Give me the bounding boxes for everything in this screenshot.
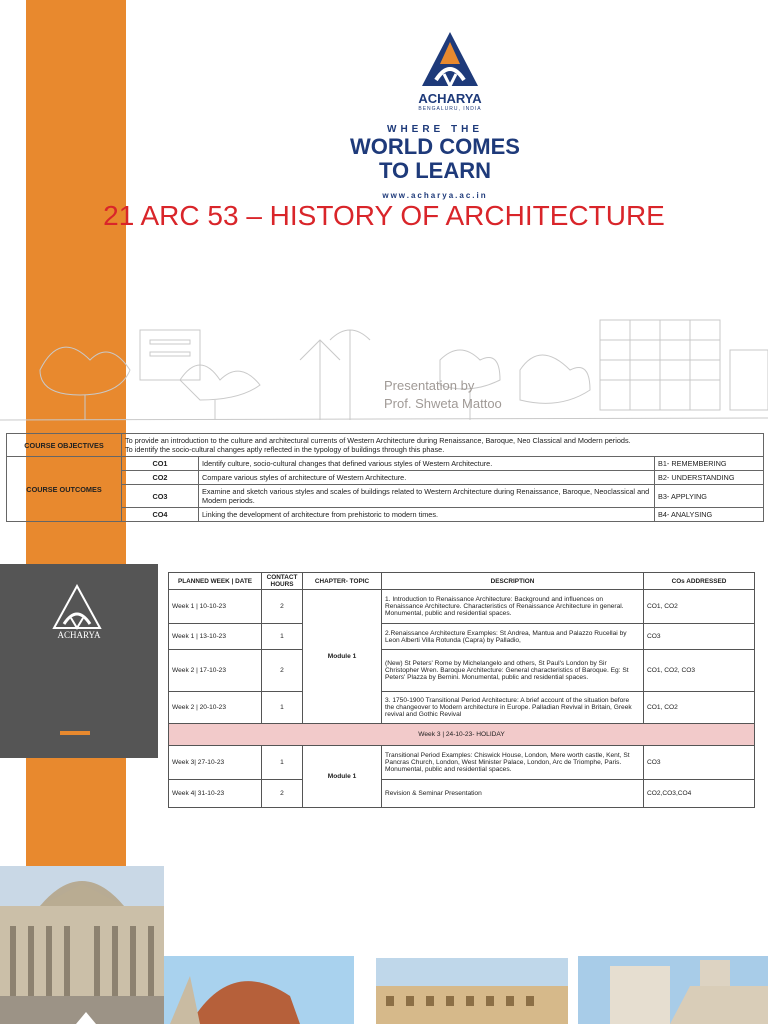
presenter-line-1: Presentation by: [384, 378, 475, 393]
website-url[interactable]: www.acharya.ac.in: [382, 191, 488, 200]
week-cell: Week 1 | 13-10-23: [169, 624, 262, 650]
table-row: [169, 692, 755, 724]
hours-cell: 1: [262, 624, 303, 650]
presenter-credit: [384, 377, 502, 413]
week-cell: Week 4| 31-10-23: [169, 780, 262, 808]
outcome-text: Compare various styles of architecture of Western Architecture.: [199, 471, 655, 485]
table-row: [169, 746, 755, 780]
week-cell: Week 2 | 17-10-23: [169, 650, 262, 692]
header-cos: COs ADDRESSED: [644, 573, 755, 590]
page-title: 21 ARC 53 – HISTORY OF ARCHITECTURE: [103, 200, 665, 231]
outcome-bloom-level: B1- REMEMBERING: [655, 457, 764, 471]
table-row: [169, 780, 755, 808]
side-logo-name: ACHARYA: [57, 630, 101, 640]
header-hours: CONTACT HOURS: [262, 573, 303, 590]
outcome-text: Identify culture, socio-cultural changes that defined various styles of Western Architecture.: [199, 457, 655, 471]
description-cell: (New) St Peters' Rome by Michelangelo and others, St Paul's London by Sir Christopher Wren. Baroque Architecture: General characteristics of Baroque. Eg: St Peters' Plazza by Bernini. Monumental, public and residential spaces.: [382, 650, 644, 692]
cos-cell: CO3: [644, 746, 755, 780]
cos-cell: CO2,CO3,CO4: [644, 780, 755, 808]
table-row: [169, 590, 755, 624]
tagline-line-2: WORLD COMES: [350, 134, 520, 159]
orange-dash: [60, 731, 90, 735]
tagline: [320, 124, 550, 200]
holiday-cell: Week 3 | 24-10-23- HOLIDAY: [169, 724, 755, 746]
objectives-text-1: To provide an introduction to the culture and architectural currents of Western Architecture during Renaissance, Baroque, Neo Classical and Modern periods.: [125, 436, 631, 445]
outcome-code: CO4: [122, 508, 199, 522]
florence-cathedral-photo: [578, 956, 768, 1024]
module-cell: Module 1: [303, 590, 382, 724]
description-cell: 3. 1750-1900 Transitional Period Architecture: A brief account of the situation before the changeover to Modern architecture in Europe. Palladian Revival in Britain, Greek revival and Gothic Revival: [382, 692, 644, 724]
architecture-photo-strip: [0, 866, 768, 1024]
cos-cell: CO1, CO2: [644, 692, 755, 724]
hours-cell: 2: [262, 650, 303, 692]
description-cell: Revision & Seminar Presentation: [382, 780, 644, 808]
week-cell: Week 2 | 20-10-23: [169, 692, 262, 724]
table-row: [169, 650, 755, 692]
cos-cell: CO3: [644, 624, 755, 650]
logo-name: ACHARYA: [418, 91, 482, 106]
cos-cell: CO1, CO2: [644, 590, 755, 624]
cos-cell: CO1, CO2, CO3: [644, 650, 755, 692]
header-chapter: CHAPTER- TOPIC: [303, 573, 382, 590]
objectives-text: [122, 434, 764, 457]
description-cell: Transitional Period Examples: Chiswick House, London, Mere worth castle, Kent, St Pancras Church, London, West Minister Palace, London, Arc de Triomphe, Paris. Monumental, public and residential spaces.: [382, 746, 644, 780]
florence-dome-photo: [164, 956, 354, 1024]
hours-cell: 1: [262, 746, 303, 780]
outcome-code: CO1: [122, 457, 199, 471]
week-cell: Week 3| 27-10-23: [169, 746, 262, 780]
outcome-bloom-level: B3- APPLYING: [655, 485, 764, 508]
outcome-text: Linking the development of architecture from prehistoric to modern times.: [199, 508, 655, 522]
outcomes-label: COURSE OUTCOMES: [7, 457, 122, 522]
tagline-line-3: TO LEARN: [378, 158, 492, 183]
week-cell: Week 1 | 10-10-23: [169, 590, 262, 624]
header-week: PLANNED WEEK | DATE: [169, 573, 262, 590]
hours-cell: 1: [262, 692, 303, 724]
logo-subtitle: BENGALURU, INDIA: [418, 106, 482, 112]
acharya-logo-icon: [420, 30, 480, 88]
module-cell: Module 1: [303, 746, 382, 808]
hours-cell: 2: [262, 590, 303, 624]
schedule-header-row: [169, 573, 755, 590]
acharya-logo-icon: [52, 584, 102, 630]
tagline-line-1: WHERE THE: [387, 124, 483, 135]
outcome-bloom-level: B4- ANALYSING: [655, 508, 764, 522]
acharya-logo: [380, 30, 520, 112]
objectives-text-2: To identify the socio-cultural changes aptly reflected in the typology of buildings through this phase.: [125, 445, 445, 454]
outcome-code: CO2: [122, 471, 199, 485]
outcome-code: CO3: [122, 485, 199, 508]
presenter-name: Prof. Shweta Mattoo: [384, 396, 502, 411]
header-description: DESCRIPTION: [382, 573, 644, 590]
description-cell: 2.Renaissance Architecture Examples: St Andrea, Mantua and Palazzo Rucellai by Leon Alberti Villa Rotunda (Capra) by Palladio,: [382, 624, 644, 650]
schedule-table: [168, 572, 755, 808]
objectives-label: COURSE OBJECTIVES: [7, 434, 122, 457]
description-cell: 1. Introduction to Renaissance Architecture: Background and influences on Renaissance Architecture. Characteristics of Renaissance Architecture in general. Monumental, public and residential spaces.: [382, 590, 644, 624]
hours-cell: 2: [262, 780, 303, 808]
table-row: [169, 624, 755, 650]
objectives-row: [7, 434, 764, 457]
course-objectives-table: [6, 433, 764, 522]
st-peters-photo: [0, 866, 164, 1024]
outcome-bloom-level: B2- UNDERSTANDING: [655, 471, 764, 485]
outcome-text: Examine and sketch various styles and scales of buildings related to Western Architecture during Renaissance, Baroque, Neoclassical and Modern periods.: [199, 485, 655, 508]
palazzo-photo: [376, 958, 568, 1024]
holiday-row: [169, 724, 755, 746]
side-logo-panel: [0, 564, 158, 758]
outcome-row: [7, 457, 764, 471]
